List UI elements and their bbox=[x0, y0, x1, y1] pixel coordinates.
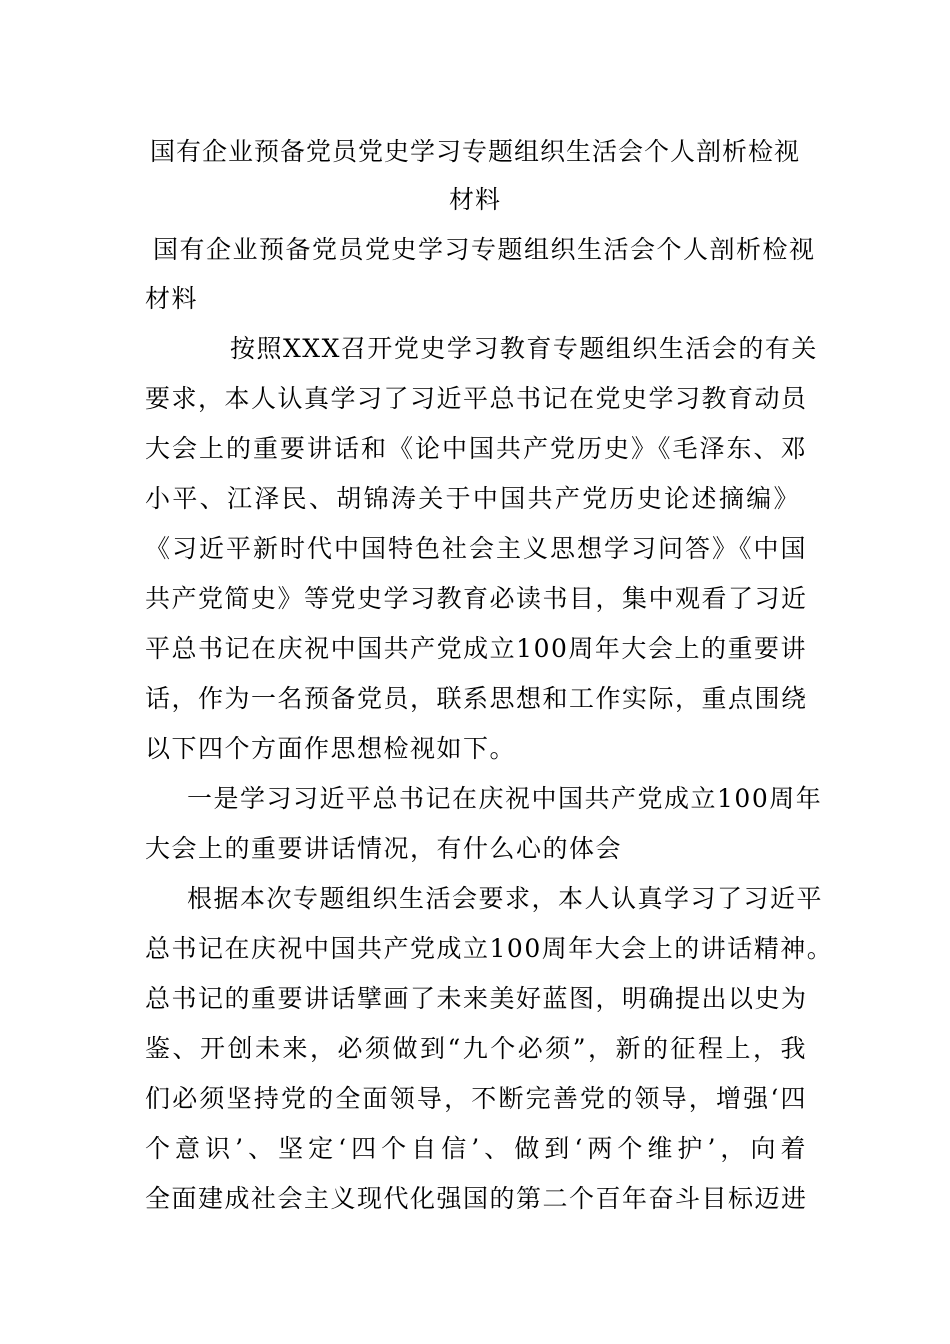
paragraph-2-line-1: 根据本次专题组织生活会要求，本人认真学习了习近平 bbox=[187, 884, 824, 913]
paragraph-1-line-3: 大会上的重要讲话和《论中国共产党历史》《毛泽东、邓 bbox=[145, 434, 807, 463]
heading-1-line-2: 大会上的重要讲话情况，有什么心的体会 bbox=[145, 834, 623, 863]
heading-1-line-1: 一是学习习近平总书记在庆祝中国共产党成立100周年 bbox=[187, 784, 823, 813]
paragraph-2-line-3: 总书记的重要讲话擘画了未来美好蓝图，明确提出以史为 bbox=[145, 984, 808, 1013]
paragraph-1-line-6: 共产党简史》等党史学习教育必读书目，集中观看了习近 bbox=[145, 584, 808, 613]
paragraph-2-line-5: 们必须坚持党的全面领导，不断完善党的领导，增强‘四 bbox=[145, 1084, 807, 1113]
paragraph-1-line-5: 《习近平新时代中国特色社会主义思想学习问答》《中国 bbox=[145, 534, 807, 563]
document-title-line-1: 国有企业预备党员党史学习专题组织生活会个人剖析检视 bbox=[149, 137, 800, 166]
paragraph-1-line-8: 话，作为一名预备党员，联系思想和工作实际，重点围绕 bbox=[145, 684, 808, 713]
paragraph-1-line-1: 按照XXX召开党史学习教育专题组织生活会的有关 bbox=[230, 334, 818, 363]
subtitle-line-1: 国有企业预备党员党史学习专题组织生活会个人剖析检视 bbox=[153, 235, 816, 264]
paragraph-2-line-6: 个意识’、坚定‘四个自信’、做到‘两个维护’，向着 bbox=[145, 1134, 807, 1163]
paragraph-1-line-9: 以下四个方面作思想检视如下。 bbox=[145, 734, 517, 763]
paragraph-1-line-2: 要求，本人认真学习了习近平总书记在党史学习教育动员 bbox=[145, 384, 808, 413]
paragraph-1-line-7: 平总书记在庆祝中国共产党成立100周年大会上的重要讲 bbox=[145, 634, 807, 663]
paragraph-2-line-2: 总书记在庆祝中国共产党成立100周年大会上的讲话精神。 bbox=[145, 934, 834, 963]
document-title-line-2: 材料 bbox=[448, 185, 501, 214]
paragraph-2-line-7: 全面建成社会主义现代化强国的第二个百年奋斗目标迈进 bbox=[145, 1184, 808, 1213]
paragraph-2-line-4: 鉴、开创未来，必须做到“九个必须”，新的征程上，我 bbox=[145, 1034, 807, 1063]
subtitle-line-2: 材料 bbox=[145, 284, 199, 313]
paragraph-1-line-4: 小平、江泽民、胡锦涛关于中国共产党历史论述摘编》 bbox=[145, 484, 800, 513]
